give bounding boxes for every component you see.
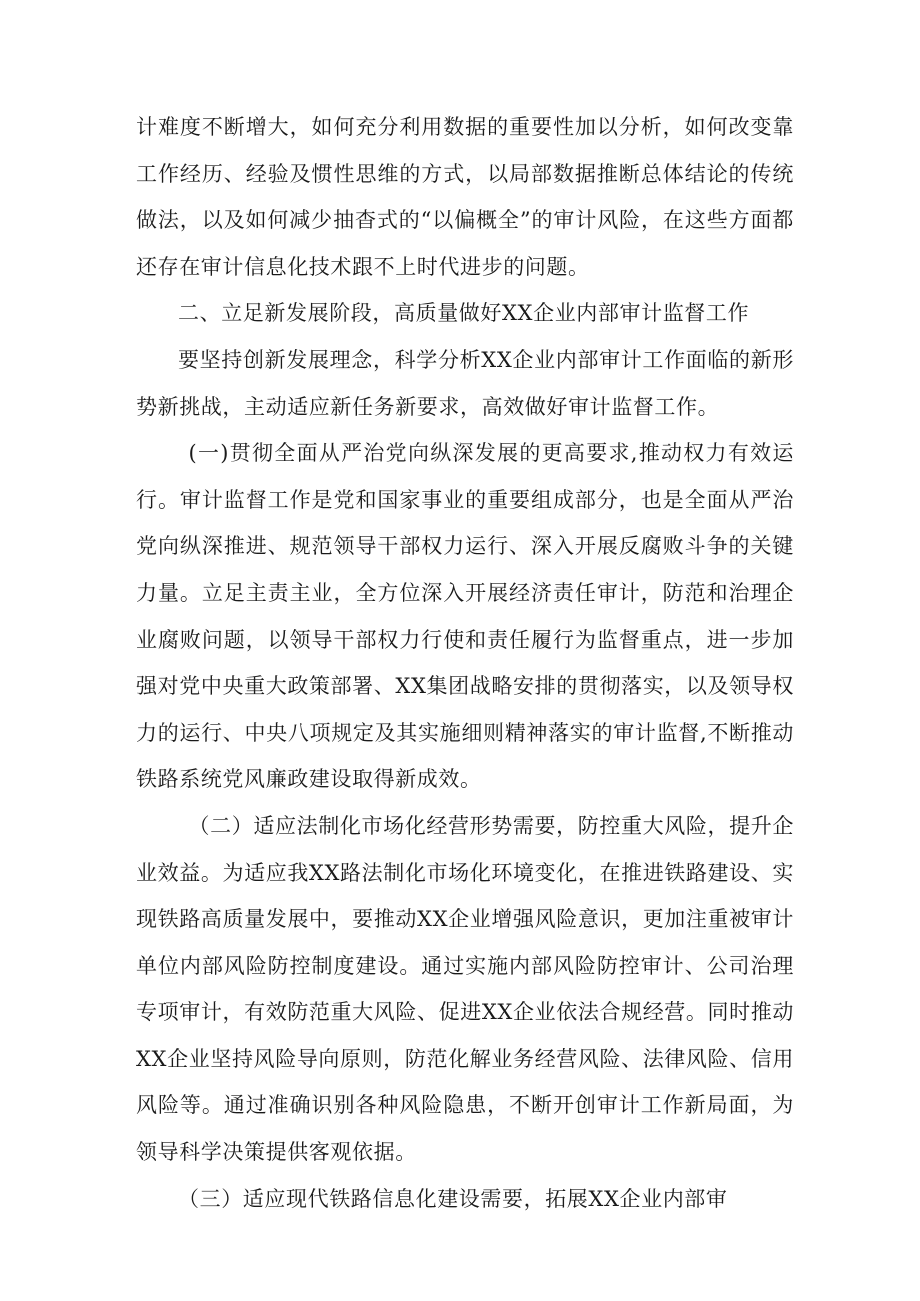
subsection-one-paragraph: (一)贯彻全面从严治党向纵深发展的更高要求,推动权力有效运行。审计监督工作是党和国家事业的重要组成部分，也是全面从严治党向纵深推进、规范领导干部权力运行、深入开展反腐败斗争的关键力量。立足主责主业，全方位深入开展经济责任审计，防范和治理企业腐败问题，以领导干部权力行使和责任履行为监督重点，进一步加强对党中央重大政策部署、XX集团战略安排的贯彻落实，以及领导权力的运行、中央八项规定及其实施细则精神落实的审计监督,不断推动铁路系统党风廉政建设取得新成效。 — [136, 441, 794, 792]
continued-paragraph: 计难度不断增大，如何充分利用数据的重要性加以分析，如何改变靠工作经历、经验及惯性思维的方式，以局部数据推断总体结论的传统做法，以及如何减少抽杳式的“以偏概全”的审计风险，在这些方面都还存在审计信息化技术跟不上时代进步的问题。 — [136, 115, 794, 279]
subsection-three-paragraph: （三）适应现代铁路信息化建设需要，拓展XX企业内部审 — [178, 1186, 728, 1211]
section-heading: 二、立足新发展阶段，高质量做好XX企业内部审计监督工作 — [178, 301, 750, 326]
document-body — [136, 104, 794, 1222]
section-intro-paragraph: 要坚持创新发展理念，科学分析XX企业内部审计工作面临的新形势新挑战，主动适应新任务新要求，高效做好审计监督工作。 — [136, 347, 794, 419]
subsection-two-paragraph: （二）适应法制化市场化经营形势需要，防控重大风险，提升企业效益。为适应我XX路法制化市场化环境变化，在推进铁路建设、实现铁路高质量发展中，要推动XX企业增强风险意识，更加注重被审计单位内部风险防控制度建设。通过实施内部风险防控审计、公司治理专项审计，有效防范重大风险、促进XX企业依法合规经营。同时推动XX企业坚持风险导向原则，防范化解业务经营风险、法律风险、信用风险等。通过准确识别各种风险隐患，不断开创审计工作新局面，为领导科学决策提供客观依据。 — [136, 813, 794, 1165]
